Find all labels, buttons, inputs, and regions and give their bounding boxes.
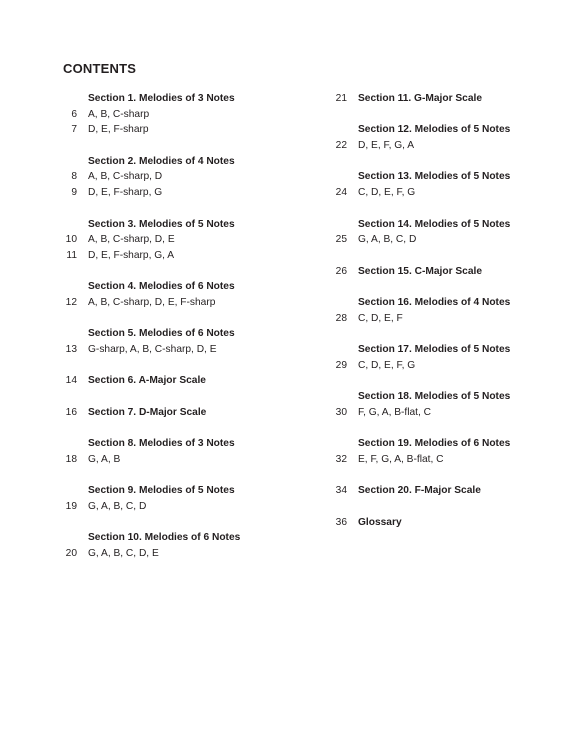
toc-page-number: 14 bbox=[65, 375, 77, 387]
toc-page-number: 10 bbox=[65, 234, 77, 246]
toc-section-heading bbox=[330, 91, 563, 107]
toc-section-heading bbox=[60, 326, 310, 342]
toc-entry bbox=[60, 185, 310, 201]
toc-entry-text: Section 19. Melodies of 6 Notes bbox=[358, 438, 511, 450]
toc-section-heading bbox=[330, 389, 563, 405]
toc-section-heading bbox=[60, 373, 310, 389]
toc-entry bbox=[60, 169, 310, 185]
toc-section-heading bbox=[330, 217, 563, 233]
toc-entry-text: C, D, E, F bbox=[358, 312, 403, 324]
toc-section-heading bbox=[330, 122, 563, 138]
toc-section-heading bbox=[60, 279, 310, 295]
toc-entry bbox=[60, 248, 310, 264]
contents-column-left bbox=[60, 91, 310, 562]
toc-entry-text: D, E, F-sharp bbox=[88, 124, 149, 136]
toc-section-heading bbox=[330, 483, 563, 499]
toc-page-number: 6 bbox=[71, 108, 77, 120]
toc-section-heading bbox=[60, 154, 310, 170]
toc-entry-text: Section 12. Melodies of 5 Notes bbox=[358, 124, 511, 136]
toc-section-heading bbox=[330, 436, 563, 452]
toc-section-heading bbox=[330, 515, 563, 531]
toc-entry bbox=[330, 452, 563, 468]
toc-page-number: 26 bbox=[335, 265, 347, 277]
toc-section-heading bbox=[60, 91, 310, 107]
toc-entry-text: G, A, B, C, D, E bbox=[88, 547, 159, 559]
toc-entry-text: Section 10. Melodies of 6 Notes bbox=[88, 532, 241, 544]
toc-entry bbox=[330, 232, 563, 248]
toc-section-heading bbox=[60, 530, 310, 546]
toc-page-number: 30 bbox=[335, 406, 347, 418]
toc-entry-text: G, A, B bbox=[88, 453, 121, 465]
toc-entry-text: A, B, C-sharp bbox=[88, 108, 150, 120]
toc-entry-text: G-sharp, A, B, C-sharp, D, E bbox=[88, 344, 217, 355]
toc-page-number: 20 bbox=[65, 547, 77, 559]
toc-page-number: 18 bbox=[65, 453, 77, 465]
toc-section-heading bbox=[330, 169, 563, 185]
toc-entry-text: G, A, B, C, D bbox=[88, 500, 147, 512]
toc-entry bbox=[330, 405, 563, 421]
toc-entry-text: D, E, F-sharp, G, A bbox=[88, 249, 175, 261]
toc-section-heading bbox=[330, 342, 563, 358]
toc-entry bbox=[330, 311, 563, 327]
toc-entry-text: Section 17. Melodies of 5 Notes bbox=[358, 344, 511, 355]
toc-page-number: 11 bbox=[66, 249, 77, 261]
toc-page-number: 24 bbox=[335, 187, 347, 199]
toc-page-number: 13 bbox=[65, 344, 77, 355]
toc-entry-text: Section 6. A-Major Scale bbox=[88, 375, 206, 387]
toc-entry-text: Section 4. Melodies of 6 Notes bbox=[88, 281, 235, 293]
toc-entry-text: Section 7. D-Major Scale bbox=[88, 406, 207, 418]
toc-entry-text: Glossary bbox=[358, 516, 402, 528]
toc-entry bbox=[60, 546, 310, 562]
toc-entry-text: Section 1. Melodies of 3 Notes bbox=[88, 93, 235, 104]
toc-section-heading bbox=[60, 405, 310, 421]
toc-entry bbox=[330, 138, 563, 154]
toc-entry-text: Section 3. Melodies of 5 Notes bbox=[88, 218, 235, 230]
toc-entry-text: A, B, C-sharp, D bbox=[88, 171, 163, 183]
toc-page-number: 7 bbox=[71, 124, 77, 136]
toc-entry bbox=[60, 342, 310, 358]
toc-entry-text: Section 8. Melodies of 3 Notes bbox=[88, 438, 235, 450]
toc-entry-text: F, G, A, B-flat, C bbox=[358, 406, 432, 418]
toc-entry-text: D, E, F, G, A bbox=[358, 140, 415, 152]
toc-page-number: 28 bbox=[335, 312, 347, 324]
toc-page-number: 32 bbox=[335, 453, 347, 465]
toc-entry bbox=[60, 452, 310, 468]
toc-entry-text: A, B, C-sharp, D, E, F-sharp bbox=[88, 296, 216, 308]
toc-page-number: 12 bbox=[65, 296, 77, 308]
toc-entry bbox=[330, 358, 563, 374]
toc-entry-text: E, F, G, A, B-flat, C bbox=[358, 453, 444, 465]
toc-page-number: 34 bbox=[335, 485, 347, 497]
page-title: CONTENTS bbox=[63, 61, 137, 76]
toc-section-heading bbox=[330, 264, 563, 280]
toc-entry-text: Section 5. Melodies of 6 Notes bbox=[88, 328, 235, 340]
toc-page-number: 25 bbox=[335, 234, 347, 246]
toc-entry-text: Section 14. Melodies of 5 Notes bbox=[358, 218, 511, 230]
toc-entry bbox=[60, 499, 310, 515]
toc-page-number: 29 bbox=[335, 359, 347, 371]
toc-page-number: 9 bbox=[71, 187, 77, 199]
toc-page-number: 21 bbox=[335, 93, 347, 104]
toc-entry-text: Section 16. Melodies of 4 Notes bbox=[358, 296, 511, 308]
toc-section-heading bbox=[60, 483, 310, 499]
toc-section-heading bbox=[60, 217, 310, 233]
toc-page-number: 16 bbox=[65, 406, 77, 418]
toc-entry-text: C, D, E, F, G bbox=[358, 187, 416, 199]
toc-entry bbox=[60, 107, 310, 123]
toc-entry bbox=[60, 232, 310, 248]
toc-entry-text: Section 18. Melodies of 5 Notes bbox=[358, 391, 511, 403]
toc-entry-text: G, A, B, C, D bbox=[358, 234, 417, 246]
toc-page-number: 8 bbox=[71, 171, 77, 183]
toc-page-number: 19 bbox=[65, 500, 77, 512]
toc-entry-text: Section 2. Melodies of 4 Notes bbox=[88, 155, 235, 167]
toc-entry bbox=[330, 185, 563, 201]
toc-entry-text: D, E, F-sharp, G bbox=[88, 187, 163, 199]
toc-page-number: 22 bbox=[335, 140, 347, 152]
contents-column-right bbox=[330, 91, 563, 530]
toc-section-heading bbox=[330, 295, 563, 311]
toc-entry bbox=[60, 122, 310, 138]
toc-entry-text: A, B, C-sharp, D, E bbox=[88, 234, 175, 246]
toc-entry bbox=[60, 295, 310, 311]
toc-entry-text: Section 13. Melodies of 5 Notes bbox=[358, 171, 511, 183]
toc-entry-text: Section 15. C-Major Scale bbox=[358, 265, 482, 277]
toc-entry-text: Section 20. F-Major Scale bbox=[358, 485, 481, 497]
toc-section-heading bbox=[60, 436, 310, 452]
toc-entry-text: Section 9. Melodies of 5 Notes bbox=[88, 485, 235, 497]
toc-page-number: 36 bbox=[335, 516, 347, 528]
toc-entry-text: C, D, E, F, G bbox=[358, 359, 416, 371]
toc-entry-text: Section 11. G-Major Scale bbox=[358, 93, 482, 104]
